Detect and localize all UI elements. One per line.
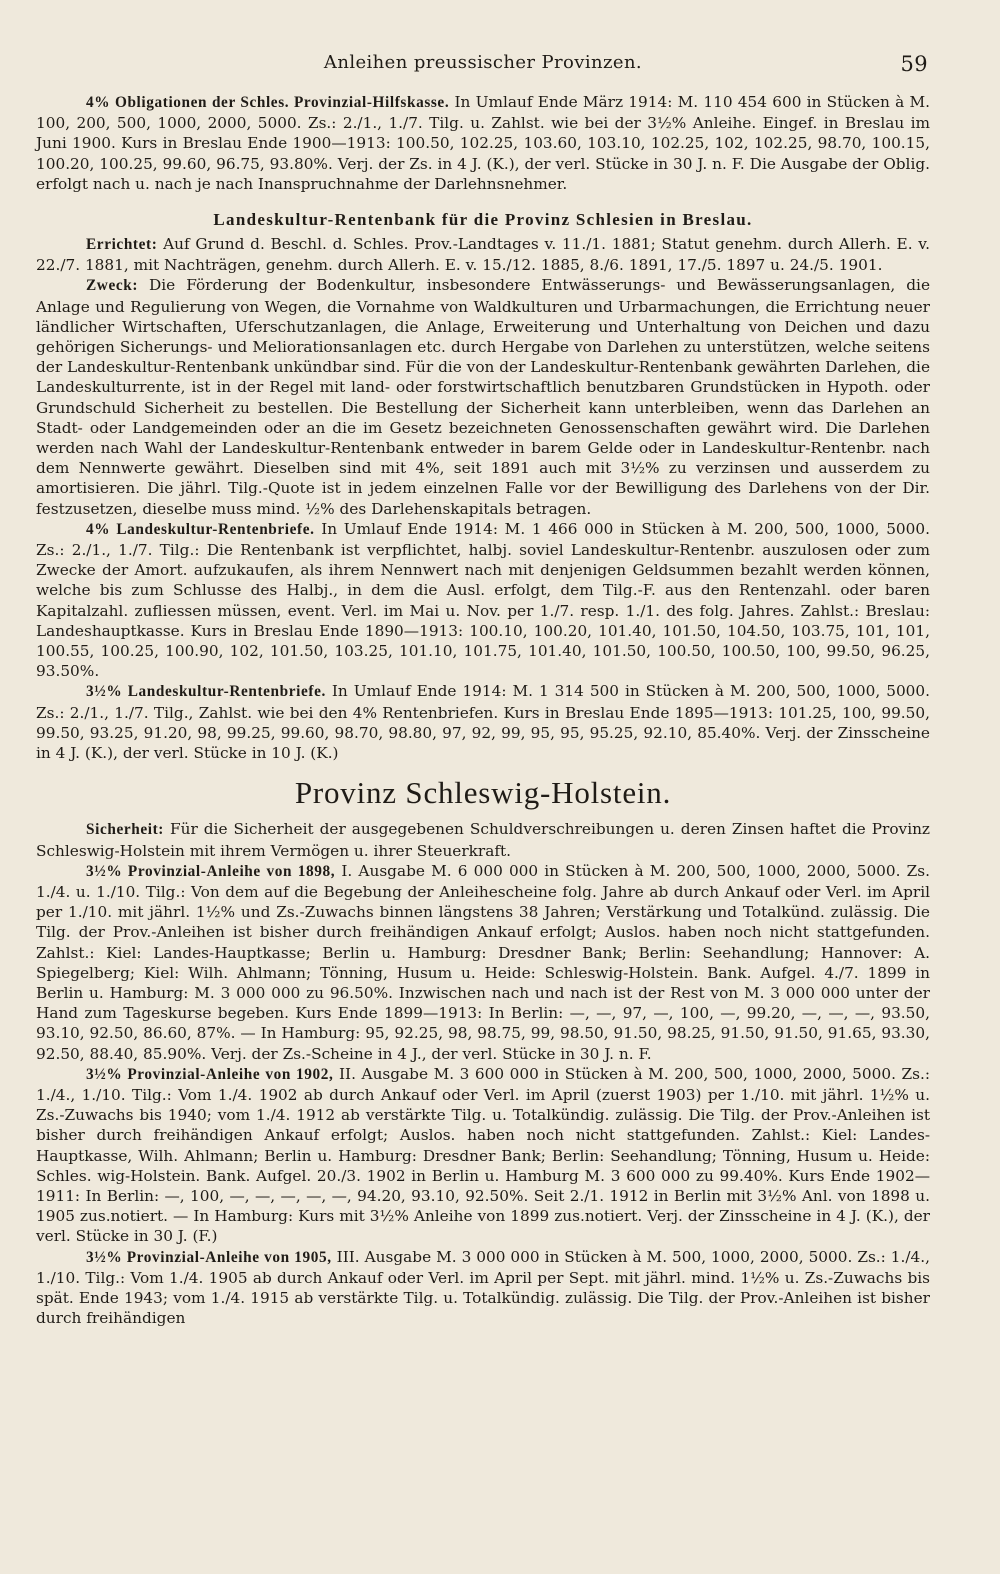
page-number: 59 — [900, 52, 928, 76]
lead-anleihe-1902: 3½% Provinzial-Anleihe von 1902, — [86, 1065, 334, 1083]
paragraph-anleihe-1898 — [36, 861, 930, 1064]
paragraph-anleihe-1902 — [36, 1064, 930, 1247]
paragraph-sicherheit — [36, 819, 930, 860]
paragraph-zweck — [36, 275, 930, 518]
lead-hilfskasse: 4% Obligationen der Schles. Provinzial-Hilfskasse. — [86, 94, 450, 111]
lead-anleihe-1905: 3½% Provinzial-Anleihe von 1905, — [86, 1248, 332, 1266]
text-hilfskasse: In Umlauf Ende März 1914: M. 110 454 600 in Stücken à M. 100, 200, 500, 1000, 2000, 5000. Zs.: 2./1., 1./7. Tilg. u. Zahlst. wie bei der 3½% Anleihe. Eingef. in Breslau im Juni 1900. Kurs in Breslau Ende 1900—1913: 100.50, 102.25, 103.60, 103.10, 102.25, 102, 102.25, 98.70, 100.15, 100.20, 100.25, 99.60, 96.75, 93.80%. Verj. der Zs. in 4 J. (K.), der verl. Stücke in 30 J. n. F. Die Ausgabe der Oblig. erfolgt nach u. nach je nach Inanspruchnahme der Darlehnsnehmer. — [36, 93, 930, 193]
section-heading-rentenbank: Landeskultur-Rentenbank für die Provinz Schlesien in Breslau. — [213, 210, 753, 230]
paragraph-anleihe-1905 — [36, 1247, 930, 1329]
text-anleihe-1902: II. Ausgabe M. 3 600 000 in Stücken à M. 200, 500, 1000, 2000, 5000. Zs.: 1./4., 1./10. Tilg.: Vom 1./4. 1902 ab durch Ankauf oder Verl. im April (zuerst 1903) per 1./10. mit jährl. 1½% u. Zs.-Zuwachs bis 1940; vom 1./4. 1912 ab verstärkte Tilg. u. Totalkündig. zulässig. Die Tilg. der Prov.-Anleihen ist bisher durch freihändigen Ankauf erfolgt; Auslos. haben noch nicht stattgefunden. Zahlst.: Kiel: Landes-Hauptkasse, Wilh. Ahlmann; Berlin u. Hamburg: Dresdner Bank; Berlin: Seehandlung; Tönning, Husum u. Heide: Schles. wig-Holstein. Bank. Aufgel. 20./3. 1902 in Berlin u. Hamburg M. 3 600 000 zu 99.40%. Kurs Ende 1902—1911: In Berlin: —, 100, —, —, —, —, —, 94.20, 93.10, 92.50%. Seit 2./1. 1912 in Berlin mit 3½% Anl. von 1898 u. 1905 zus.notiert. — In Hamburg: Kurs mit 3½% Anleihe von 1899 zus.notiert. Verj. der Zinsscheine in 4 J. (K.), der verl. Stücke in 30 J. (F.) — [36, 1064, 930, 1246]
paragraph-rentenbriefe-35 — [36, 681, 930, 763]
paragraph-hilfskasse-obligationen — [36, 92, 930, 194]
running-title: Anleihen preussischer Provinzen. — [323, 52, 643, 73]
lead-rentenbriefe-35: 3½% Landeskultur-Rentenbriefe. — [86, 683, 326, 701]
text-zweck: Die Förderung der Bodenkultur, insbesondere Entwässerungs- und Bewässerungsanlagen, die Anlage und Regulierung von Wegen, die Vornahme von Waldkulturen und Urbarmachungen, die Errichtung neuer ländlicher Wirtschaften, Uferschutzanlagen, die Anlage, Erweiterung und Unterhaltung von Deichen und dazu gehörigen Sicherungs- und Meliorationsanlagen etc. durch Hergabe von Darlehen zu unterstützen, welche seitens der Landeskultur-Rentenbank unkündbar sind. Für die von der Landeskultur-Rentenbank gewährten Darlehen, die Landeskulturrente, ist in der Regel mit land- oder forstwirtschaftlich benutzbaren Grundstücken in Hypoth. oder Grundschuld Sicherheit zu bestellen. Die Bestellung der Sicherheit kann unterbleiben, wenn das Darlehen an Stadt- oder Landgemeinden oder an die im Gesetz bezeichneten Genossenschaften gewährt wird. Die Darlehen werden nach Wahl der Landeskultur-Rentenbank entweder in barem Gelde oder in Landeskultur-Rentenbr. nach dem Nennwerte gewährt. Dieselben sind mit 4%, seit 1891 auch mit 3½% zu verzinsen und ausserdem zu amortisieren. Die jährl. Tilg.-Quote ist in jedem einzelnen Falle vor der Bewilligung des Darlehens von der Dir. festzusetzen, dieselbe muss mind. ½% des Darlehenskapitals betragen. — [36, 276, 930, 518]
lead-anleihe-1898: 3½% Provinzial-Anleihe von 1898, — [86, 862, 336, 880]
lead-errichtet: Errichtet: — [86, 236, 158, 254]
text-sicherheit: Für die Sicherheit der ausgegebenen Schuldverschreibungen u. deren Zinsen haftet die Provinz Schleswig-Holstein mit ihrem Vermögen u. ihrer Steuerkraft. — [36, 820, 930, 860]
text-rentenbriefe-35: In Umlauf Ende 1914: M. 1 314 500 in Stücken à M. 200, 500, 1000, 5000. Zs.: 2./1., 1./7. Tilg., Zahlst. wie bei den 4% Rentenbriefen. Kurs in Breslau Ende 1895—1913: 101.25, 100, 99.50, 99.50, 93.25, 91.20, 98, 99.25, 99.60, 98.70, 98.80, 97, 92, 99, 95, 95, 95.25, 92.10, 85.40%. Verj. der Zinsscheine in 4 J. (K.), der verl. Stücke in 10 J. (K.) — [36, 682, 931, 763]
lead-sicherheit: Sicherheit: — [86, 821, 164, 839]
text-anleihe-1898: I. Ausgabe M. 6 000 000 in Stücken à M. 200, 500, 1000, 2000, 5000. Zs. 1./4. u. 1./10. Tilg.: Von dem auf die Begebung der Anleihescheine folg. Jahre ab durch Ankauf oder Verl. im April per 1./10. mit jährl. 1½% und Zs.-Zuwachs binnen längstens 38 Jahren; Verstärkung und Totalkünd. zulässig. Die Tilg. der Prov.-Anleihen ist bisher durch freihändigen Ankauf erfolgt; Auslos. haben noch nicht stattgefunden. Zahlst.: Kiel: Landes-Hauptkasse; Berlin u. Hamburg: Dresdner Bank; Berlin: Seehandlung; Hannover: A. Spiegelberg; Kiel: Wilh. Ahlmann; Tönning, Husum u. Heide: Schleswig-Holstein. Bank. Aufgel. 4./7. 1899 in Berlin u. Hamburg: M. 3 000 000 zu 96.50%. Inzwischen nach und nach ist der Rest von M. 3 000 000 unter der Hand zum Tageskurse begeben. Kurs Ende 1899—1913: In Berlin: —, —, 97, —, 100, —, 99.20, —, —, —, 93.50, 93.10, 92.50, 86.60, 87%. — In Hamburg: 95, 92.25, 98, 98.75, 99, 98.50, 91.50, 98.25, 91.50, 91.50, 91.65, 93.30, 92.50, 88.40, 85.90%. Verj. der Zs.-Scheine in 4 J., der verl. Stücke in 30 J. n. F. — [36, 861, 930, 1063]
text-rentenbriefe-4: In Umlauf Ende 1914: M. 1 466 000 in Stücken à M. 200, 500, 1000, 5000. Zs.: 2./1., 1./7. Tilg.: Die Rentenbank ist verpflichtet, halbj. soviel Landeskultur-Rentenbr. auszulosen oder zum Zwecke der Amort. aufzukaufen, als ihrem Nennwert nach mit denjenigen Geldsummen bezahlt werden können, welche bis zum Schlusse des Halbj., in dem die Ausl. erfolgt, dem Tilg.-F. aus den Rentenzahl. oder baren Kapitalzahl. zufliessen müssen, event. Verl. im Mai u. Nov. per 1./7. resp. 1./1. des folg. Jahres. Zahlst.: Breslau: Landeshauptkasse. Kurs in Breslau Ende 1890—1913: 100.10, 100.20, 101.40, 101.50, 104.50, 103.75, 101, 101, 100.55, 100.25, 100.90, 102, 101.50, 103.25, 101.10, 101.75, 101.40, 101.50, 100.50, 100.50, 100, 99.50, 96.25, 93.50%. — [36, 519, 930, 681]
province-title: Provinz Schleswig-Holstein. — [294, 775, 672, 811]
text-errichtet: Auf Grund d. Beschl. d. Schles. Prov.-Landtages v. 11./1. 1881; Statut genehm. durch Allerh. E. v. 22./7. 1881, mit Nachträgen, genehm. durch Allerh. E. v. 15./12. 1885, 8./6. 1891, 17./5. 1897 u. 24./5. 1901. — [36, 235, 930, 275]
text-anleihe-1905: III. Ausgabe M. 3 000 000 in Stücken à M. 500, 1000, 2000, 5000. Zs.: 1./4., 1./10. Tilg.: Vom 1./4. 1905 ab durch Ankauf oder Verl. im April per Sept. mit jährl. mind. 1½% u. Zs.-Zuwachs bis spät. Ende 1943; vom 1./4. 1915 ab verstärkte Tilg. u. Totalkündig. zulässig. Die Tilg. der Prov.-Anleihen ist bisher durch freihändigen — [36, 1247, 930, 1328]
paragraph-rentenbriefe-4 — [36, 519, 930, 682]
lead-rentenbriefe-4: 4% Landeskultur-Rentenbriefe. — [86, 520, 315, 538]
running-head — [36, 52, 930, 92]
paragraph-errichtet — [36, 234, 930, 275]
lead-zweck: Zweck: — [86, 277, 139, 295]
